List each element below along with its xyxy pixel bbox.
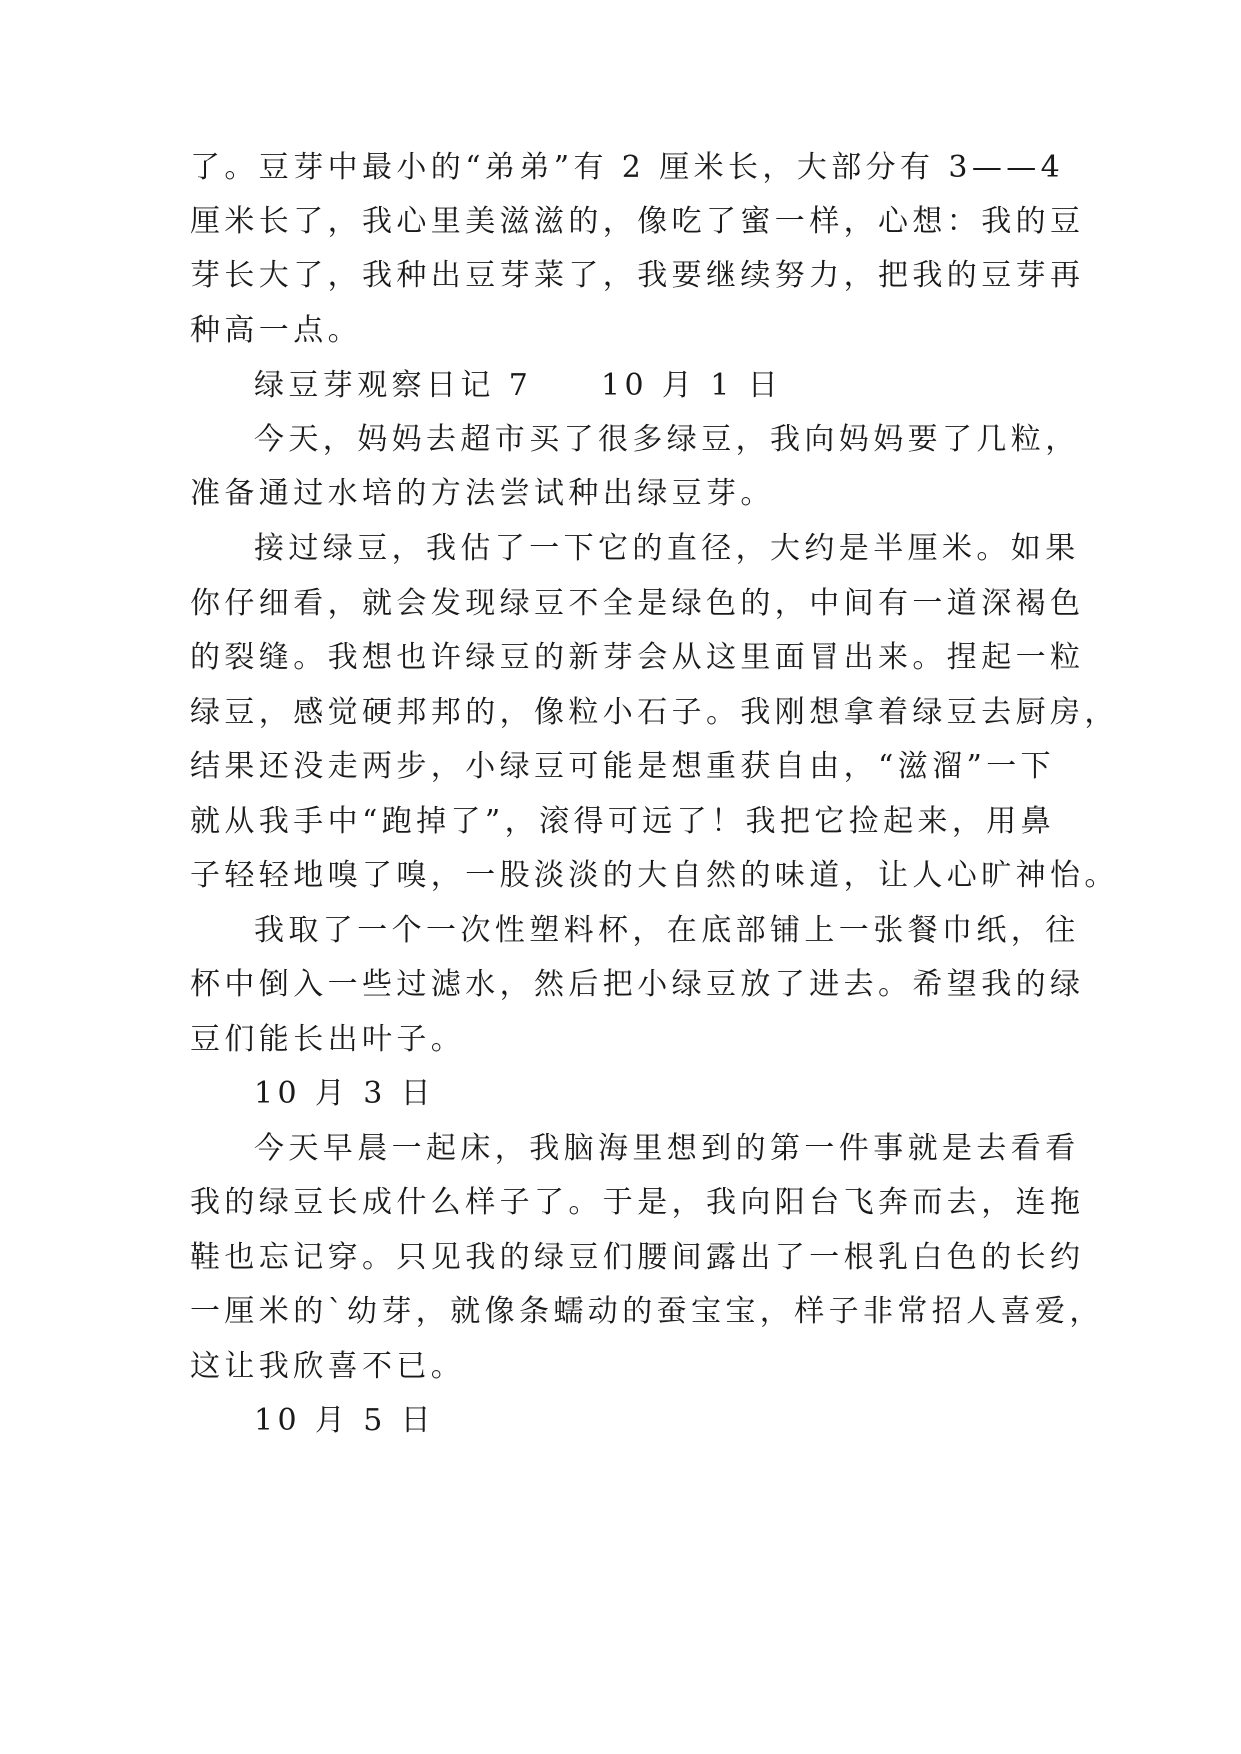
paragraph-start: 今天早晨一起床，我脑海里想到的第一件事就是去看看 [254,1131,1080,1166]
date-heading: 10 月 5 日 [254,1403,436,1438]
paragraph-start: 今天，妈妈去超市买了很多绿豆，我向妈妈要了几粒， [254,422,1080,457]
text-line: 一厘米的`幼芽，就像条蠕动的蚕宝宝，样子非常招人喜爱， [190,1294,1104,1329]
text-line: 我的绿豆长成什么样子了。于是，我向阳台飞奔而去，连拖 [190,1185,1085,1220]
text-line: 种高一点。 [190,313,362,348]
text-line: 了。豆芽中最小的“弟弟”有 2 厘米长，大部分有 3——4 [190,150,1065,185]
text-line: 豆们能长出叶子。 [190,1022,466,1057]
text-line: 绿豆，感觉硬邦邦的，像粒小石子。我刚想拿着绿豆去厨房， [190,695,1119,730]
text-line: 子轻轻地嗅了嗅，一股淡淡的大自然的味道，让人心旷神怡。 [190,858,1119,893]
text-line: 结果还没走两步，小绿豆可能是想重获自由，“滋溜”一下 [190,749,1056,784]
text-line: 就从我手中“跑掉了”，滚得可远了！我把它捡起来，用鼻 [190,804,1056,839]
text-line: 芽长大了，我种出豆芽菜了，我要继续努力，把我的豆芽再 [190,258,1085,293]
paragraph-start: 我取了一个一次性塑料杯，在底部铺上一张餐巾纸，往 [254,913,1080,948]
text-line: 准备通过水培的方法尝试种出绿豆芽。 [190,476,775,511]
text-line: 厘米长了，我心里美滋滋的，像吃了蜜一样，心想：我的豆 [190,204,1085,239]
paragraph-start: 接过绿豆，我估了一下它的直径，大约是半厘米。如果 [254,531,1080,566]
text-line: 这让我欣喜不已。 [190,1349,466,1384]
date-heading: 10 月 3 日 [254,1076,436,1111]
text-line: 鞋也忘记穿。只见我的绿豆们腰间露出了一根乳白色的长约 [190,1240,1085,1275]
section-heading: 绿豆芽观察日记 7 10 月 1 日 [254,368,783,403]
text-line: 你仔细看，就会发现绿豆不全是绿色的，中间有一道深褐色 [190,586,1085,621]
text-line: 的裂缝。我想也许绿豆的新芽会从这里面冒出来。捏起一粒 [190,640,1085,675]
text-line: 杯中倒入一些过滤水，然后把小绿豆放了进去。希望我的绿 [190,967,1085,1002]
